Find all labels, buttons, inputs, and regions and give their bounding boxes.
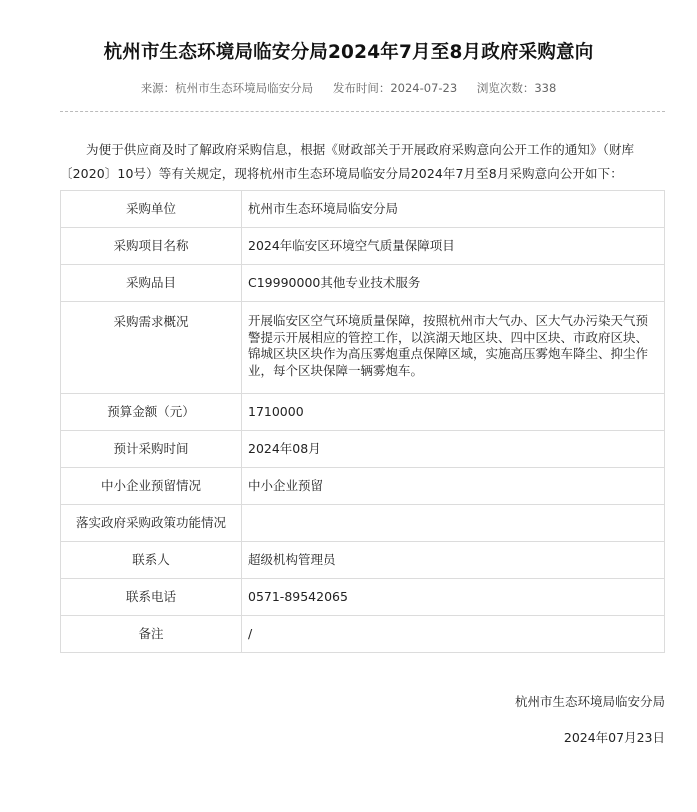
row-label: 预计采购时间: [61, 431, 242, 468]
row-label: 采购项目名称: [61, 228, 242, 265]
table-row: [61, 191, 665, 228]
row-label: 联系电话: [61, 579, 242, 616]
table-row: [61, 542, 665, 579]
row-label: 采购单位: [61, 191, 242, 228]
footer-date: 2024年07月23日: [563, 730, 665, 745]
table-row: [61, 468, 665, 505]
table-row: [61, 431, 665, 468]
table-row: [61, 228, 665, 265]
row-label: 联系人: [61, 542, 242, 579]
row-value: C19990000其他专业技术服务: [242, 265, 665, 302]
table-row: [61, 302, 665, 394]
row-value: /: [242, 616, 665, 653]
row-value: 开展临安区空气环境质量保障，按照杭州市大气办、区大气办污染天气预警提示开展相应的管控工作，以滨湖天地区块、四中区块、市政府区块、锦城区块区块作为高压雾炮重点保障区域，实施高压雾炮车降尘、抑尘作业，每个区块保障一辆雾炮车。: [242, 302, 665, 394]
footer-organization: 杭州市生态环境局临安分局: [514, 694, 665, 709]
row-value: 杭州市生态环境局临安分局: [242, 191, 665, 228]
row-label: 备注: [61, 616, 242, 653]
row-value: 中小企业预留: [242, 468, 665, 505]
row-label: 采购品目: [61, 265, 242, 302]
procurement-table: [60, 190, 665, 653]
row-value: 0571-89542065: [242, 579, 665, 616]
row-label: 落实政府采购政策功能情况: [61, 505, 242, 542]
divider: [60, 111, 665, 112]
intro-paragraph: 为便于供应商及时了解政府采购信息，根据《财政部关于开展政府采购意向公开工作的通知》（财库〔2020〕10号）等有关规定，现将杭州市生态环境局临安分局2024年7月至8月采购意向公开如下：: [60, 142, 635, 181]
row-value: 2024年08月: [242, 431, 665, 468]
publish-time: 发布时间：2024-07-23: [332, 81, 458, 95]
source-text: 来源：杭州市生态环境局临安分局: [140, 81, 314, 95]
table-row: [61, 616, 665, 653]
table-row: [61, 505, 665, 542]
table-row: [61, 394, 665, 431]
table-row: [61, 579, 665, 616]
article-meta: [0, 80, 697, 96]
row-value: 2024年临安区环境空气质量保障项目: [242, 228, 665, 265]
view-count: 浏览次数：338: [476, 81, 557, 95]
row-label: 采购需求概况: [61, 302, 242, 394]
row-value: 1710000: [242, 394, 665, 431]
row-value: 超级机构管理员: [242, 542, 665, 579]
row-label: 预算金额（元）: [61, 394, 242, 431]
page-title: 杭州市生态环境局临安分局2024年7月至8月政府采购意向: [103, 42, 594, 63]
row-label: 中小企业预留情况: [61, 468, 242, 505]
row-value: [242, 505, 665, 542]
table-row: [61, 265, 665, 302]
